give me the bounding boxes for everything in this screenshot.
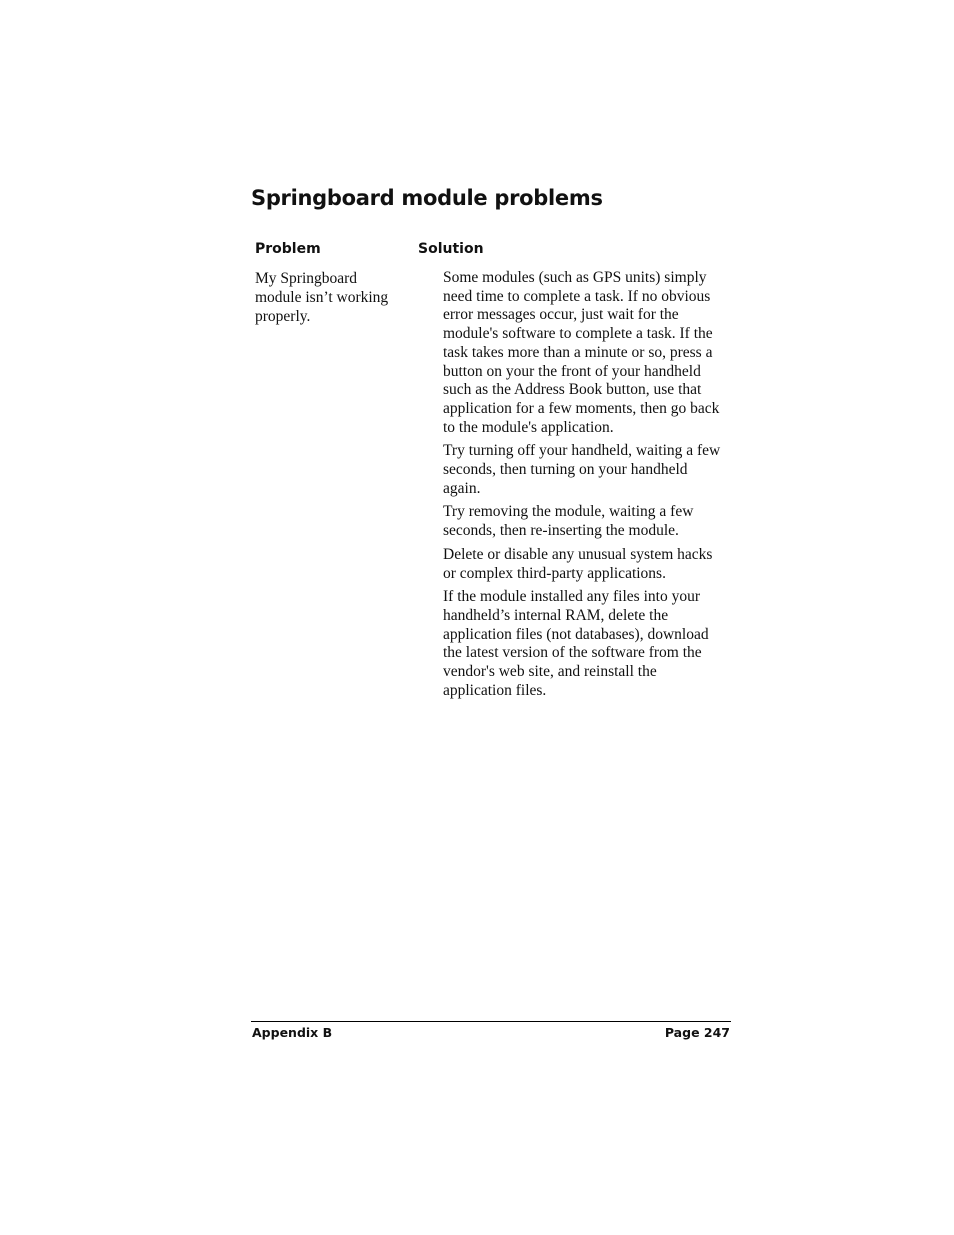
solution-paragraph: If the module installed any files into your handheld’s internal RAM, delete the application files (not databases), download the latest version of the software from the vendor's web site, and reinstall the application files. bbox=[443, 588, 709, 699]
problem-column-header: Problem bbox=[255, 241, 321, 257]
solution-column-header: Solution bbox=[418, 241, 484, 257]
solution-paragraph: Try removing the module, waiting a few seconds, then re-inserting the module. bbox=[443, 503, 694, 540]
solution-cell bbox=[443, 269, 725, 705]
solution-paragraph: Delete or disable any unusual system hacks or complex third-party applications. bbox=[443, 545, 713, 582]
footer-page-number: Page 247 bbox=[664, 1025, 730, 1040]
footer-divider bbox=[251, 1021, 731, 1022]
solution-paragraph: Some modules (such as GPS units) simply need time to complete a task. If no obvious error messages occur, just wait for the module's software to complete a task. If the task takes more than a minute or so, press a button on your the front of your handheld such as the Address Book button, use that application for a few moments, then go back to the module's application. bbox=[443, 269, 720, 436]
problem-cell: My Springboard module isn’t working properly. bbox=[255, 270, 389, 325]
page-title: Springboard module problems bbox=[251, 186, 603, 210]
solution-paragraph: Try turning off your handheld, waiting a few seconds, then turning on your handheld again. bbox=[443, 442, 721, 497]
footer-section-label: Appendix B bbox=[252, 1025, 333, 1040]
